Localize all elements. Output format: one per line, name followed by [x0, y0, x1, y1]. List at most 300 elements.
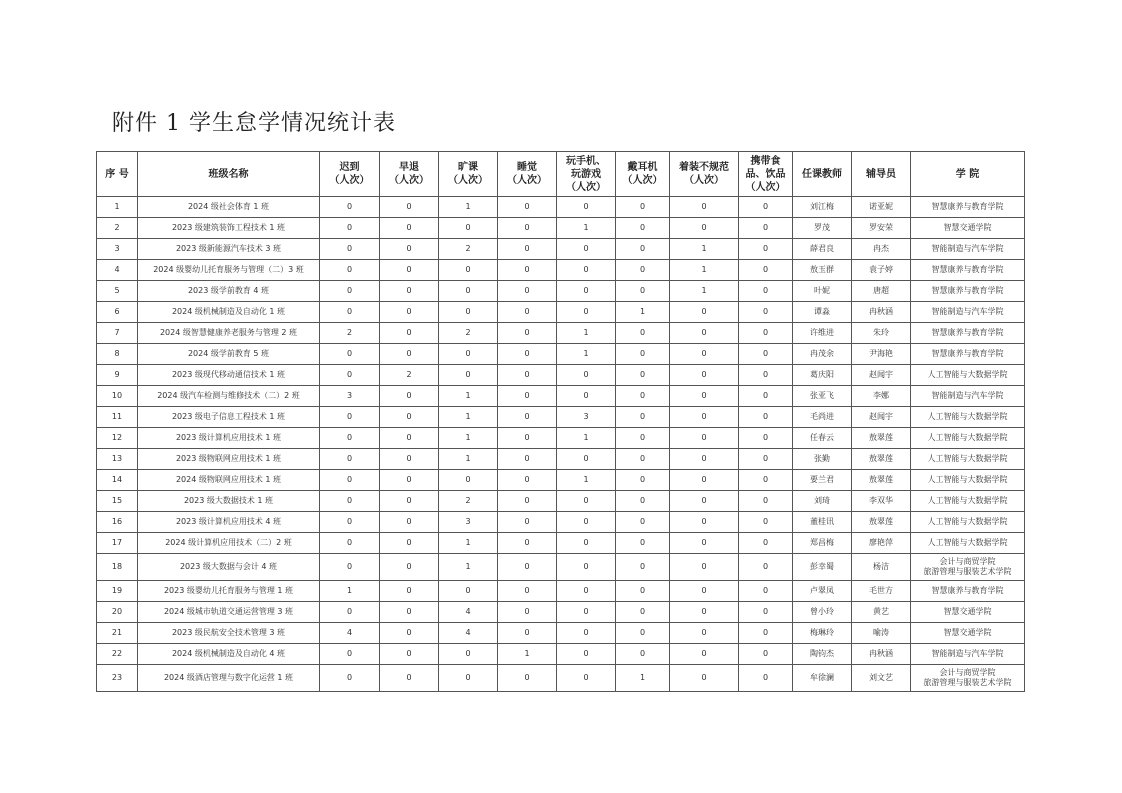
cell-serial-number: 6 — [97, 302, 138, 323]
cell-truancy: 1 — [439, 407, 498, 428]
cell-class-name: 2024 级机械制造及自动化 1 班 — [138, 302, 320, 323]
column-header-line: 辅导员 — [866, 168, 896, 180]
cell-sleeping: 0 — [498, 302, 557, 323]
cell-dress-code: 0 — [670, 470, 739, 491]
cell-earphones: 0 — [616, 644, 670, 665]
cell-phone-games: 1 — [557, 344, 616, 365]
cell-counselor: 李双华 — [852, 491, 911, 512]
cell-teacher: 许维进 — [793, 323, 852, 344]
cell-late: 0 — [320, 218, 380, 239]
college-line: 人工智能与大数据学院 — [927, 412, 1008, 421]
column-header-line: （人次） — [566, 181, 606, 193]
cell-college — [911, 533, 1025, 554]
cell-teacher: 曾小玲 — [793, 602, 852, 623]
cell-counselor: 朱玲 — [852, 323, 911, 344]
cell-late: 4 — [320, 623, 380, 644]
cell-dress-code: 1 — [670, 281, 739, 302]
cell-early-leave: 0 — [380, 302, 439, 323]
cell-early-leave: 0 — [380, 428, 439, 449]
cell-college — [911, 665, 1025, 692]
cell-early-leave: 0 — [380, 197, 439, 218]
cell-dress-code: 0 — [670, 344, 739, 365]
cell-dress-code: 0 — [670, 512, 739, 533]
cell-late: 0 — [320, 197, 380, 218]
cell-early-leave: 0 — [380, 554, 439, 581]
cell-serial-number: 23 — [97, 665, 138, 692]
cell-serial-number: 13 — [97, 449, 138, 470]
cell-dress-code: 0 — [670, 218, 739, 239]
cell-counselor: 杨洁 — [852, 554, 911, 581]
cell-serial-number: 8 — [97, 344, 138, 365]
cell-late: 0 — [320, 470, 380, 491]
cell-food-drink: 0 — [739, 302, 793, 323]
cell-sleeping: 0 — [498, 323, 557, 344]
cell-class-name: 2023 级新能源汽车技术 3 班 — [138, 239, 320, 260]
cell-sleeping: 0 — [498, 449, 557, 470]
cell-teacher: 葛庆阳 — [793, 365, 852, 386]
cell-counselor: 廖艳萍 — [852, 533, 911, 554]
cell-food-drink: 0 — [739, 428, 793, 449]
table-row — [97, 491, 1025, 512]
cell-truancy: 0 — [439, 344, 498, 365]
column-header-line: 携带食 — [750, 155, 781, 167]
cell-truancy: 2 — [439, 491, 498, 512]
cell-truancy: 0 — [439, 365, 498, 386]
college-line: 智慧康养与教育学院 — [931, 286, 1004, 295]
cell-food-drink: 0 — [739, 602, 793, 623]
cell-teacher: 张勤 — [793, 449, 852, 470]
cell-truancy: 1 — [439, 428, 498, 449]
cell-teacher: 薛君良 — [793, 239, 852, 260]
college-line: 智能制造与汽车学院 — [931, 307, 1004, 316]
cell-class-name: 2024 级计算机应用技术（二）2 班 — [138, 533, 320, 554]
cell-class-name: 2024 级社会体育 1 班 — [138, 197, 320, 218]
cell-college — [911, 197, 1025, 218]
cell-class-name: 2023 级大数据与会计 4 班 — [138, 554, 320, 581]
cell-serial-number: 22 — [97, 644, 138, 665]
cell-early-leave: 0 — [380, 623, 439, 644]
cell-teacher: 梅琳玲 — [793, 623, 852, 644]
cell-sleeping: 0 — [498, 581, 557, 602]
cell-college — [911, 512, 1025, 533]
cell-college — [911, 239, 1025, 260]
cell-teacher: 郑昌梅 — [793, 533, 852, 554]
cell-college — [911, 407, 1025, 428]
cell-counselor: 黄艺 — [852, 602, 911, 623]
cell-class-name: 2024 级智慧健康养老服务与管理 2 班 — [138, 323, 320, 344]
cell-late: 0 — [320, 260, 380, 281]
cell-early-leave: 2 — [380, 365, 439, 386]
cell-earphones: 1 — [616, 302, 670, 323]
column-header-phone-games — [557, 152, 616, 197]
cell-college — [911, 365, 1025, 386]
cell-phone-games: 3 — [557, 407, 616, 428]
cell-dress-code: 0 — [670, 365, 739, 386]
cell-class-name: 2024 级酒店管理与数字化运营 1 班 — [138, 665, 320, 692]
column-header-line: 玩手机、 — [566, 155, 606, 167]
cell-earphones: 0 — [616, 407, 670, 428]
cell-teacher: 彭幸蜀 — [793, 554, 852, 581]
cell-early-leave: 0 — [380, 218, 439, 239]
cell-late: 0 — [320, 512, 380, 533]
cell-truancy: 0 — [439, 581, 498, 602]
cell-class-name: 2024 级城市轨道交通运营管理 3 班 — [138, 602, 320, 623]
cell-counselor: 诺亚妮 — [852, 197, 911, 218]
college-line: 人工智能与大数据学院 — [927, 538, 1008, 547]
cell-earphones: 0 — [616, 323, 670, 344]
cell-dress-code: 1 — [670, 239, 739, 260]
cell-teacher: 罗茂 — [793, 218, 852, 239]
cell-truancy: 0 — [439, 260, 498, 281]
cell-late: 0 — [320, 344, 380, 365]
college-line: 人工智能与大数据学院 — [927, 370, 1008, 379]
cell-truancy: 4 — [439, 602, 498, 623]
column-header-late — [320, 152, 380, 197]
cell-phone-games: 0 — [557, 260, 616, 281]
cell-dress-code: 0 — [670, 386, 739, 407]
cell-sleeping: 0 — [498, 281, 557, 302]
cell-phone-games: 0 — [557, 623, 616, 644]
cell-phone-games: 0 — [557, 554, 616, 581]
cell-earphones: 0 — [616, 491, 670, 512]
cell-food-drink: 0 — [739, 407, 793, 428]
cell-dress-code: 0 — [670, 449, 739, 470]
cell-dress-code: 1 — [670, 260, 739, 281]
cell-earphones: 0 — [616, 260, 670, 281]
cell-class-name: 2024 级物联网应用技术 1 班 — [138, 470, 320, 491]
cell-earphones: 0 — [616, 554, 670, 581]
cell-college — [911, 449, 1025, 470]
cell-earphones: 0 — [616, 344, 670, 365]
cell-phone-games: 0 — [557, 512, 616, 533]
cell-college — [911, 470, 1025, 491]
cell-college — [911, 428, 1025, 449]
cell-counselor: 李娜 — [852, 386, 911, 407]
cell-college — [911, 281, 1025, 302]
cell-truancy: 1 — [439, 197, 498, 218]
column-header-line: 班级名称 — [208, 168, 249, 180]
column-header-line: 早退 — [399, 162, 419, 173]
cell-truancy: 2 — [439, 239, 498, 260]
cell-class-name: 2023 级建筑装饰工程技术 1 班 — [138, 218, 320, 239]
cell-truancy: 1 — [439, 554, 498, 581]
cell-late: 0 — [320, 407, 380, 428]
cell-dress-code: 0 — [670, 602, 739, 623]
cell-late: 0 — [320, 491, 380, 512]
table-row — [97, 386, 1025, 407]
cell-earphones: 0 — [616, 470, 670, 491]
cell-counselor: 喻涛 — [852, 623, 911, 644]
table-row — [97, 302, 1025, 323]
cell-truancy: 0 — [439, 281, 498, 302]
cell-dress-code: 0 — [670, 623, 739, 644]
column-header-earphones — [616, 152, 670, 197]
cell-truancy: 3 — [439, 512, 498, 533]
cell-dress-code: 0 — [670, 533, 739, 554]
cell-teacher: 毛尚进 — [793, 407, 852, 428]
cell-teacher: 陶钧杰 — [793, 644, 852, 665]
cell-earphones: 0 — [616, 449, 670, 470]
cell-phone-games: 0 — [557, 386, 616, 407]
cell-class-name: 2023 级婴幼儿托育服务与管理 1 班 — [138, 581, 320, 602]
college-line: 智慧康养与教育学院 — [931, 586, 1004, 595]
cell-early-leave: 0 — [380, 323, 439, 344]
college-line: 智能制造与汽车学院 — [931, 391, 1004, 400]
cell-early-leave: 0 — [380, 665, 439, 692]
cell-serial-number: 7 — [97, 323, 138, 344]
cell-food-drink: 0 — [739, 533, 793, 554]
cell-sleeping: 0 — [498, 344, 557, 365]
cell-counselor: 袁子婷 — [852, 260, 911, 281]
cell-late: 0 — [320, 449, 380, 470]
table-body — [97, 197, 1025, 692]
college-line: 智慧交通学院 — [943, 607, 992, 616]
cell-phone-games: 0 — [557, 491, 616, 512]
table-row — [97, 323, 1025, 344]
cell-serial-number: 3 — [97, 239, 138, 260]
cell-earphones: 0 — [616, 365, 670, 386]
header-row — [97, 152, 1025, 197]
cell-truancy: 0 — [439, 302, 498, 323]
column-header-line: （人次） — [684, 175, 724, 186]
cell-late: 1 — [320, 581, 380, 602]
table-row — [97, 533, 1025, 554]
cell-early-leave: 0 — [380, 470, 439, 491]
cell-class-name: 2024 级学前教育 5 班 — [138, 344, 320, 365]
cell-late: 0 — [320, 281, 380, 302]
cell-food-drink: 0 — [739, 386, 793, 407]
college-line: 人工智能与大数据学院 — [927, 475, 1008, 484]
column-header-line: （人次） — [507, 175, 547, 186]
table-row — [97, 449, 1025, 470]
cell-counselor: 唐超 — [852, 281, 911, 302]
cell-college — [911, 260, 1025, 281]
cell-class-name: 2023 级物联网应用技术 1 班 — [138, 449, 320, 470]
cell-phone-games: 0 — [557, 239, 616, 260]
cell-college — [911, 218, 1025, 239]
column-header-line: 学 院 — [955, 168, 980, 180]
page-title: 附件 1 学生怠学情况统计表 — [112, 111, 396, 136]
table-row — [97, 407, 1025, 428]
college-line: 智慧康养与教育学院 — [931, 265, 1004, 274]
cell-counselor: 敖翠莲 — [852, 428, 911, 449]
cell-sleeping: 0 — [498, 365, 557, 386]
cell-food-drink: 0 — [739, 281, 793, 302]
cell-late: 0 — [320, 554, 380, 581]
table-row — [97, 554, 1025, 581]
cell-early-leave: 0 — [380, 239, 439, 260]
cell-college — [911, 344, 1025, 365]
column-header-line: （人次） — [622, 175, 663, 186]
cell-phone-games: 0 — [557, 533, 616, 554]
column-header-line: 着装不规范 — [679, 162, 729, 173]
table-row — [97, 197, 1025, 218]
cell-earphones: 0 — [616, 533, 670, 554]
cell-phone-games: 0 — [557, 197, 616, 218]
cell-sleeping: 0 — [498, 386, 557, 407]
table-row — [97, 470, 1025, 491]
cell-serial-number: 9 — [97, 365, 138, 386]
cell-early-leave: 0 — [380, 581, 439, 602]
cell-food-drink: 0 — [739, 512, 793, 533]
cell-food-drink: 0 — [739, 197, 793, 218]
cell-dress-code: 0 — [670, 428, 739, 449]
cell-truancy: 1 — [439, 533, 498, 554]
table-row — [97, 365, 1025, 386]
table-row — [97, 512, 1025, 533]
cell-counselor: 敖翠莲 — [852, 449, 911, 470]
cell-food-drink: 0 — [739, 449, 793, 470]
cell-serial-number: 2 — [97, 218, 138, 239]
table-row — [97, 218, 1025, 239]
column-header-serial-number — [97, 152, 138, 197]
cell-dress-code: 0 — [670, 644, 739, 665]
cell-sleeping: 0 — [498, 602, 557, 623]
college-line: 旅游管理与服装艺术学院 — [923, 567, 1012, 576]
cell-dress-code: 0 — [670, 665, 739, 692]
cell-late: 0 — [320, 239, 380, 260]
cell-phone-games: 0 — [557, 602, 616, 623]
cell-class-name: 2023 级现代移动通信技术 1 班 — [138, 365, 320, 386]
cell-dress-code: 0 — [670, 491, 739, 512]
cell-class-name: 2023 级大数据技术 1 班 — [138, 491, 320, 512]
cell-early-leave: 0 — [380, 644, 439, 665]
cell-food-drink: 0 — [739, 644, 793, 665]
cell-counselor: 刘文艺 — [852, 665, 911, 692]
college-line: 人工智能与大数据学院 — [927, 496, 1008, 505]
table-row — [97, 644, 1025, 665]
cell-serial-number: 12 — [97, 428, 138, 449]
cell-dress-code: 0 — [670, 323, 739, 344]
cell-early-leave: 0 — [380, 260, 439, 281]
cell-serial-number: 5 — [97, 281, 138, 302]
cell-earphones: 0 — [616, 281, 670, 302]
cell-college — [911, 644, 1025, 665]
college-line: 智慧康养与教育学院 — [931, 328, 1004, 337]
college-line: 旅游管理与服装艺术学院 — [923, 678, 1012, 687]
cell-teacher: 刘琦 — [793, 491, 852, 512]
cell-counselor: 冉秋涵 — [852, 302, 911, 323]
cell-truancy: 0 — [439, 644, 498, 665]
college-line: 人工智能与大数据学院 — [927, 433, 1008, 442]
cell-phone-games: 0 — [557, 644, 616, 665]
college-line: 智能制造与汽车学院 — [931, 244, 1004, 253]
table-header — [97, 152, 1025, 197]
college-line: 会计与商贸学院 — [939, 557, 996, 566]
cell-teacher: 谭淼 — [793, 302, 852, 323]
cell-serial-number: 20 — [97, 602, 138, 623]
column-header-dress-code — [670, 152, 739, 197]
table-row — [97, 665, 1025, 692]
cell-serial-number: 10 — [97, 386, 138, 407]
cell-class-name: 2024 级机械制造及自动化 4 班 — [138, 644, 320, 665]
table-row — [97, 281, 1025, 302]
cell-college — [911, 491, 1025, 512]
cell-truancy: 0 — [439, 665, 498, 692]
cell-early-leave: 0 — [380, 449, 439, 470]
cell-late: 3 — [320, 386, 380, 407]
cell-counselor: 赵闻宇 — [852, 407, 911, 428]
table-row — [97, 239, 1025, 260]
cell-class-name: 2023 级计算机应用技术 1 班 — [138, 428, 320, 449]
cell-food-drink: 0 — [739, 239, 793, 260]
cell-early-leave: 0 — [380, 491, 439, 512]
cell-late: 2 — [320, 323, 380, 344]
cell-counselor: 冉秋涵 — [852, 644, 911, 665]
table-row — [97, 602, 1025, 623]
cell-late: 0 — [320, 602, 380, 623]
column-header-line: 旷课 — [458, 162, 478, 173]
cell-early-leave: 0 — [380, 281, 439, 302]
cell-college — [911, 302, 1025, 323]
column-header-line: 戴耳机 — [627, 162, 658, 173]
cell-teacher: 董桂讯 — [793, 512, 852, 533]
cell-food-drink: 0 — [739, 218, 793, 239]
cell-dress-code: 0 — [670, 581, 739, 602]
cell-sleeping: 0 — [498, 512, 557, 533]
cell-sleeping: 0 — [498, 623, 557, 644]
cell-serial-number: 21 — [97, 623, 138, 644]
cell-late: 0 — [320, 428, 380, 449]
cell-counselor: 罗安荣 — [852, 218, 911, 239]
cell-phone-games: 0 — [557, 449, 616, 470]
cell-teacher: 刘江梅 — [793, 197, 852, 218]
cell-late: 0 — [320, 665, 380, 692]
cell-teacher: 要兰君 — [793, 470, 852, 491]
cell-sleeping: 0 — [498, 428, 557, 449]
cell-sleeping: 0 — [498, 260, 557, 281]
table-row — [97, 344, 1025, 365]
cell-food-drink: 0 — [739, 491, 793, 512]
cell-serial-number: 11 — [97, 407, 138, 428]
cell-food-drink: 0 — [739, 665, 793, 692]
cell-food-drink: 0 — [739, 323, 793, 344]
cell-truancy: 2 — [439, 323, 498, 344]
cell-food-drink: 0 — [739, 260, 793, 281]
cell-food-drink: 0 — [739, 581, 793, 602]
table-row — [97, 260, 1025, 281]
cell-truancy: 0 — [439, 470, 498, 491]
cell-late: 0 — [320, 644, 380, 665]
cell-earphones: 0 — [616, 428, 670, 449]
cell-teacher: 卢翠凤 — [793, 581, 852, 602]
cell-early-leave: 0 — [380, 344, 439, 365]
cell-truancy: 1 — [439, 386, 498, 407]
cell-college — [911, 386, 1025, 407]
college-line: 智慧交通学院 — [943, 628, 992, 637]
cell-serial-number: 19 — [97, 581, 138, 602]
cell-sleeping: 0 — [498, 407, 557, 428]
college-line: 智慧交通学院 — [943, 223, 992, 232]
cell-counselor: 冉杰 — [852, 239, 911, 260]
cell-counselor: 赵闻宇 — [852, 365, 911, 386]
cell-phone-games: 1 — [557, 323, 616, 344]
cell-phone-games: 0 — [557, 365, 616, 386]
cell-earphones: 1 — [616, 665, 670, 692]
cell-class-name: 2023 级计算机应用技术 4 班 — [138, 512, 320, 533]
cell-serial-number: 18 — [97, 554, 138, 581]
column-header-class-name — [138, 152, 320, 197]
cell-serial-number: 1 — [97, 197, 138, 218]
cell-sleeping: 0 — [498, 218, 557, 239]
cell-sleeping: 0 — [498, 197, 557, 218]
cell-counselor: 毛世方 — [852, 581, 911, 602]
column-header-early-leave — [380, 152, 439, 197]
cell-college — [911, 623, 1025, 644]
cell-counselor: 敖翠莲 — [852, 512, 911, 533]
cell-sleeping: 0 — [498, 239, 557, 260]
column-header-line: 迟到 — [339, 162, 360, 173]
